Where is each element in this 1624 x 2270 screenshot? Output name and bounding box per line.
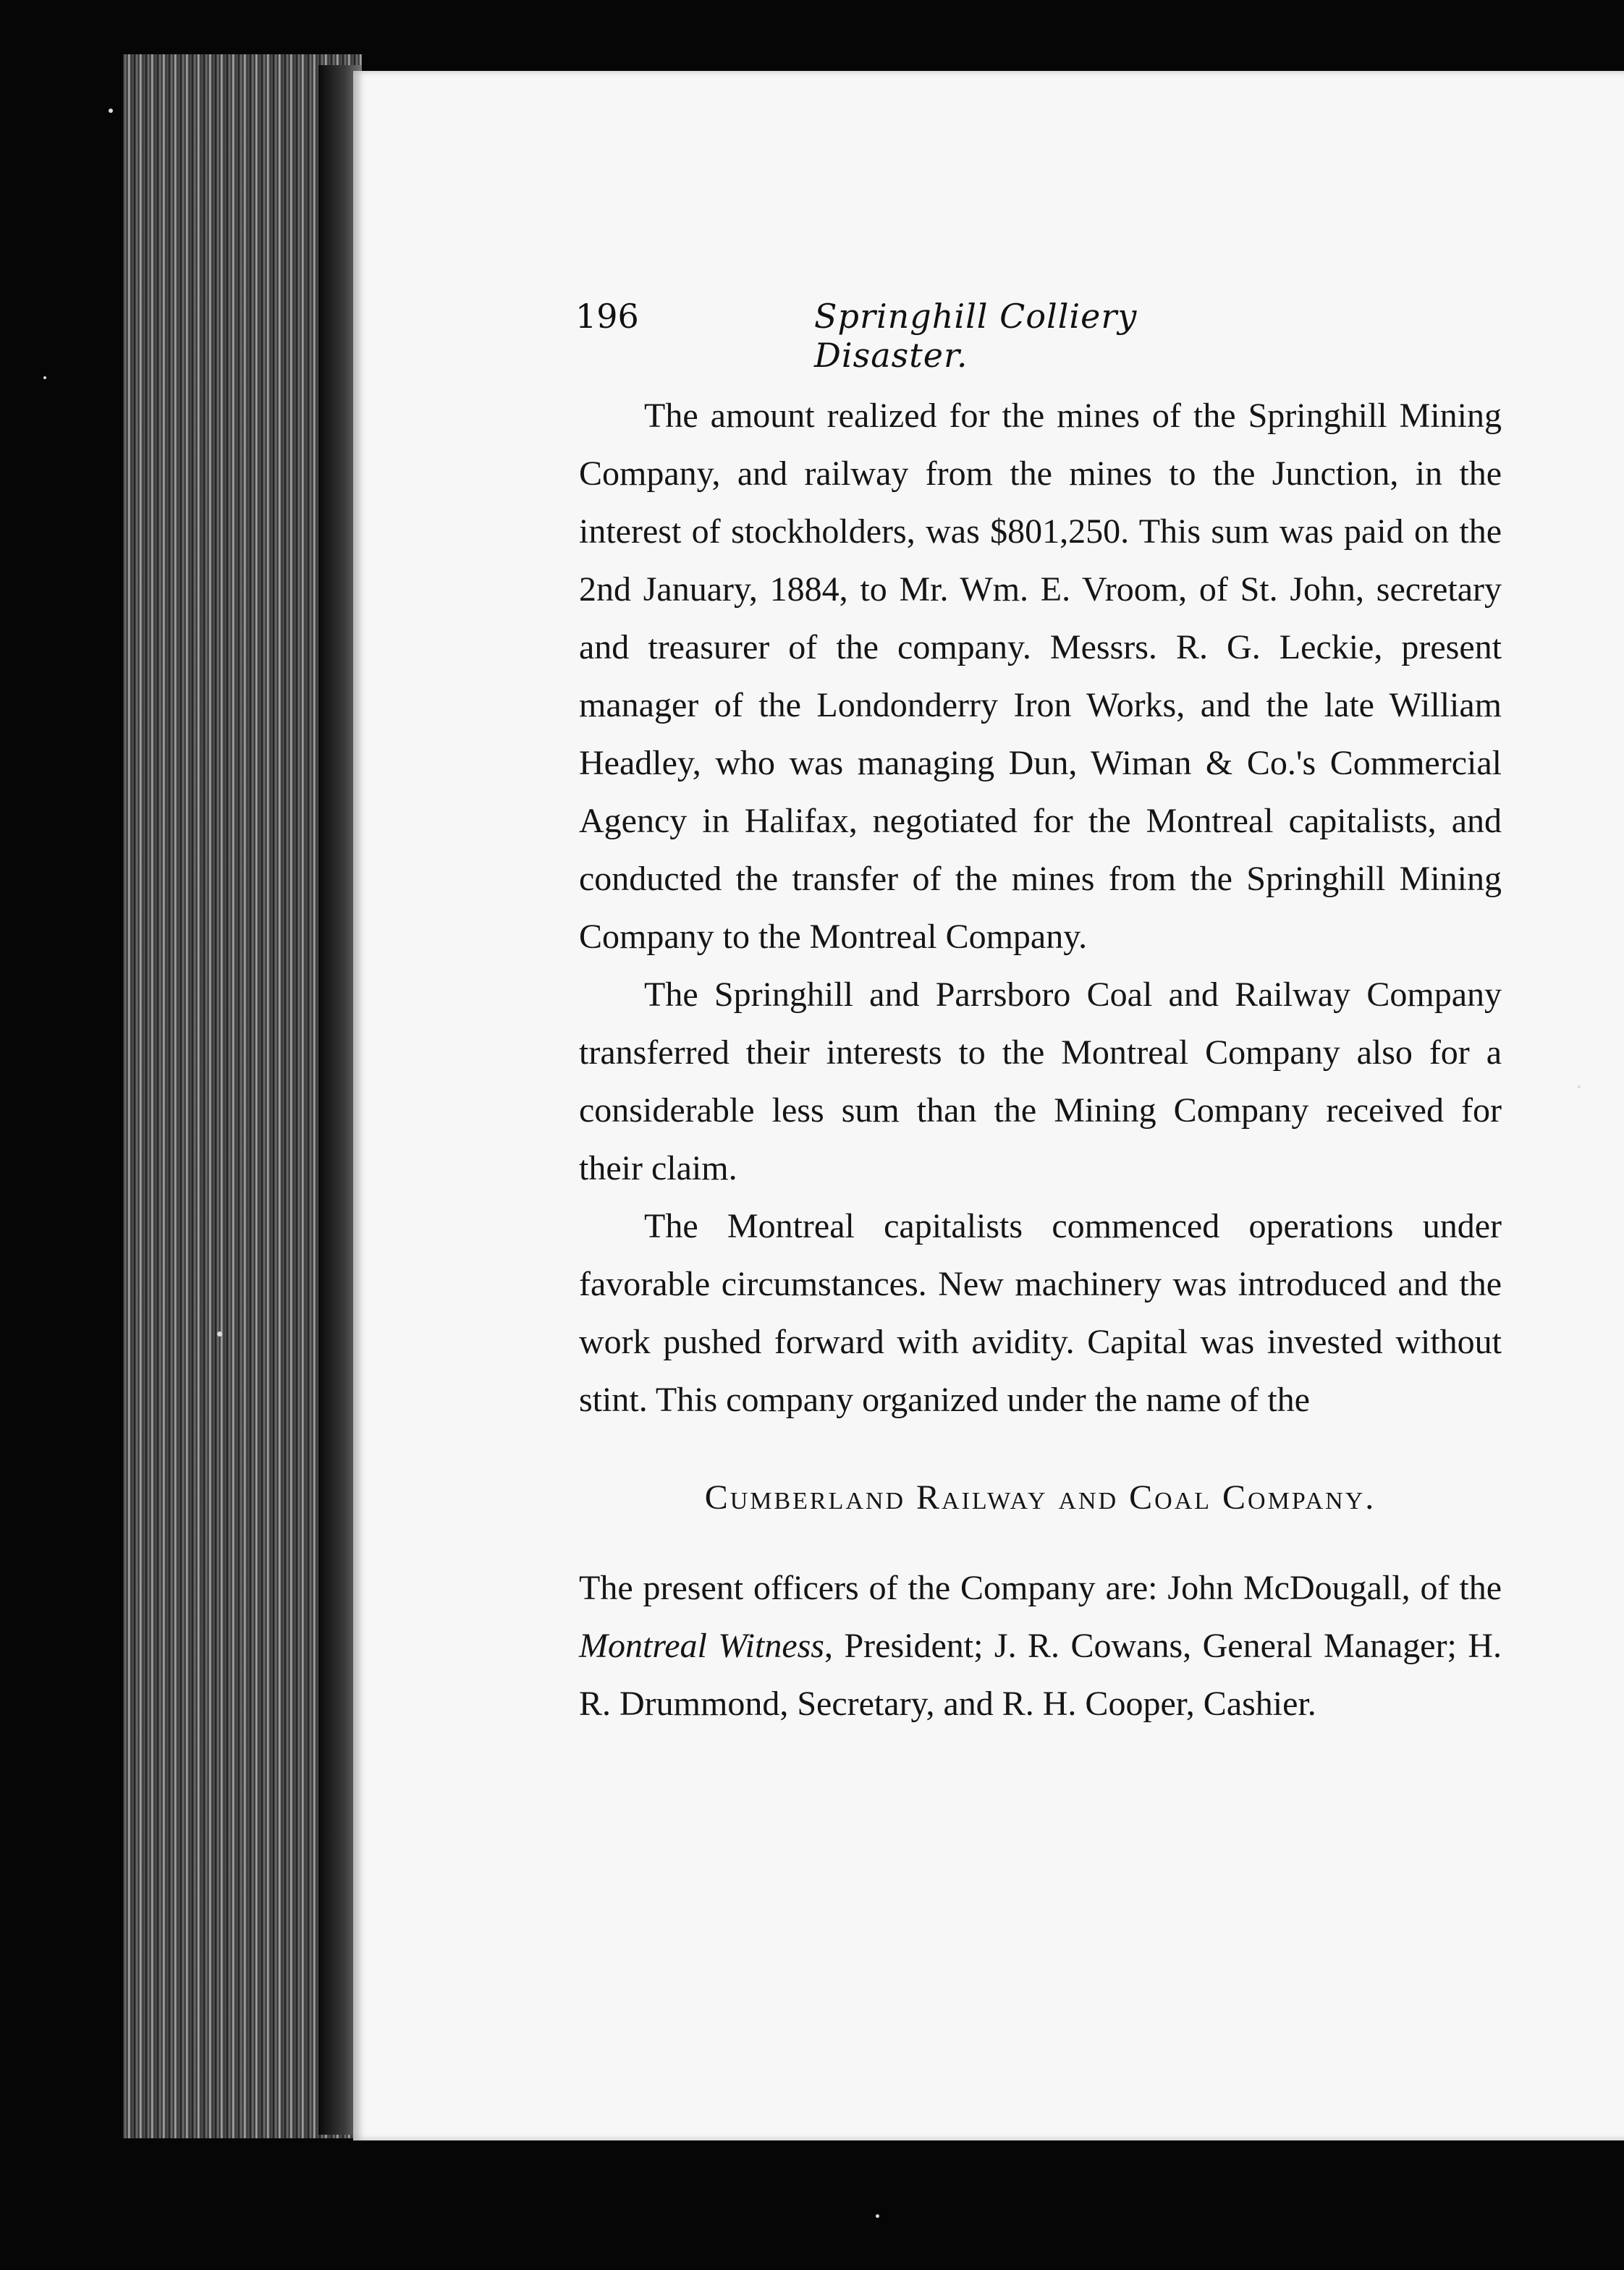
- paragraph-4-text-end: , President; J. R. Cowans, General Manager; H. R. Drummond, Secretary, and R. H. Cooper, Cashier.: [579, 1627, 1502, 1723]
- paragraph-4: [579, 1559, 1502, 1733]
- dust-speck: [1578, 1085, 1581, 1088]
- paragraph-4-text-start: The present officers of the Company are: John McDougall, of the: [579, 1569, 1502, 1607]
- page-header: [575, 297, 1299, 375]
- page-number: 196: [575, 297, 639, 336]
- dust-speck: [876, 2214, 879, 2218]
- body-text: [579, 387, 1502, 1733]
- dust-speck: [217, 1331, 222, 1337]
- section-heading: Cumberland Railway and Coal Company.: [704, 1478, 1376, 1517]
- running-title: Springhill Colliery Disaster.: [814, 297, 1138, 375]
- paragraph-1: The amount realized for the mines of the Springhill Mining Company, and railway from the mines to the Junction, in the interest of stockholders, was $801,250. This sum was paid on the 2nd January, 1884, to Mr. Wm. E. Vroom, of St. John, secretary and treasurer of the company. Messrs. R. G. Leckie, present manager of the Londonderry Iron Works, and the late William Headley, who was managing Dun, Wiman & Co.'s Commercial Agency in Halifax, negotiated for the Montreal capitalists, and conducted the transfer of the mines from the Springhill Mining Company to the Montreal Company.: [579, 397, 1502, 956]
- dust-speck: [109, 109, 113, 113]
- paragraph-2: The Springhill and Parrsboro Coal and Railway Company transferred their interests to the Montreal Company also for a considerable less sum than the Mining Company received for their claim.: [579, 975, 1502, 1187]
- dust-speck: [43, 376, 46, 379]
- newspaper-title: Montreal Witness: [579, 1627, 824, 1665]
- paragraph-3: The Montreal capitalists commenced operations under favorable circumstances. New machinery was introduced and the work pushed forward with avidity. Capital was invested without stint. This company organized under the name of the: [579, 1207, 1502, 1419]
